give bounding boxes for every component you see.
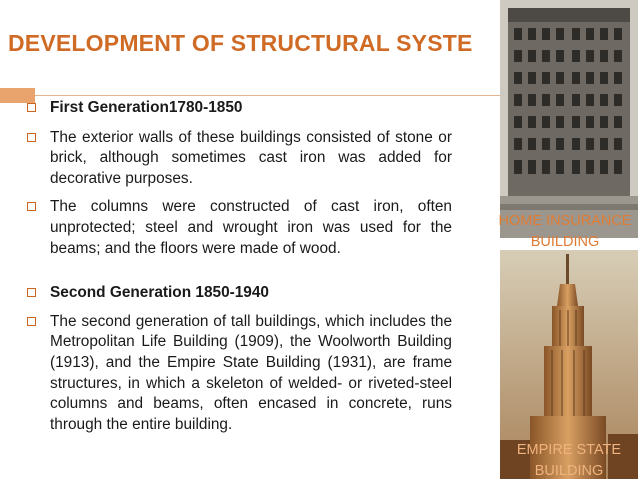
bullet-item — [24, 197, 452, 259]
bullet-item — [24, 128, 452, 190]
bullet-item — [24, 283, 452, 304]
bullet-list — [24, 98, 452, 435]
bullet-text: Second Generation 1850-1940 — [50, 284, 269, 302]
bullet-text: The exterior walls of these buildings consisted of stone or brick, although sometimes cast iron was added for decorative purposes. — [50, 128, 452, 187]
square-bullet-icon — [27, 202, 36, 211]
empire-state-caption: EMPIRE STATE BUILDING — [516, 442, 622, 479]
slide-title: DEVELOPMENT OF STRUCTURAL SYSTE — [8, 30, 473, 56]
bullet-item — [24, 98, 452, 119]
home-insurance-caption: HOME INSURANCE BUILDING — [498, 213, 632, 250]
square-bullet-icon — [27, 103, 36, 112]
square-bullet-icon — [27, 133, 36, 142]
bullet-text: The columns were constructed of cast iron, often unprotected; steel and wrought iron was used for the beams; and the floors were made of wood. — [50, 198, 452, 257]
bullet-text: The second generation of tall buildings, which includes the Metropolitan Life Building (1909), the Woolworth Building (1913), and the Empire State Building (1931), are frame structures, in which a skeleton of welded- or riveted-steel columns and beams, often encased in concrete, runs through the entire building. — [50, 312, 452, 433]
home-insurance-building-photo — [500, 0, 638, 238]
square-bullet-icon — [27, 317, 36, 326]
bullet-item — [24, 312, 452, 436]
square-bullet-icon — [27, 288, 36, 297]
divider-line — [35, 95, 500, 96]
bullet-text: First Generation1780-1850 — [50, 99, 243, 116]
